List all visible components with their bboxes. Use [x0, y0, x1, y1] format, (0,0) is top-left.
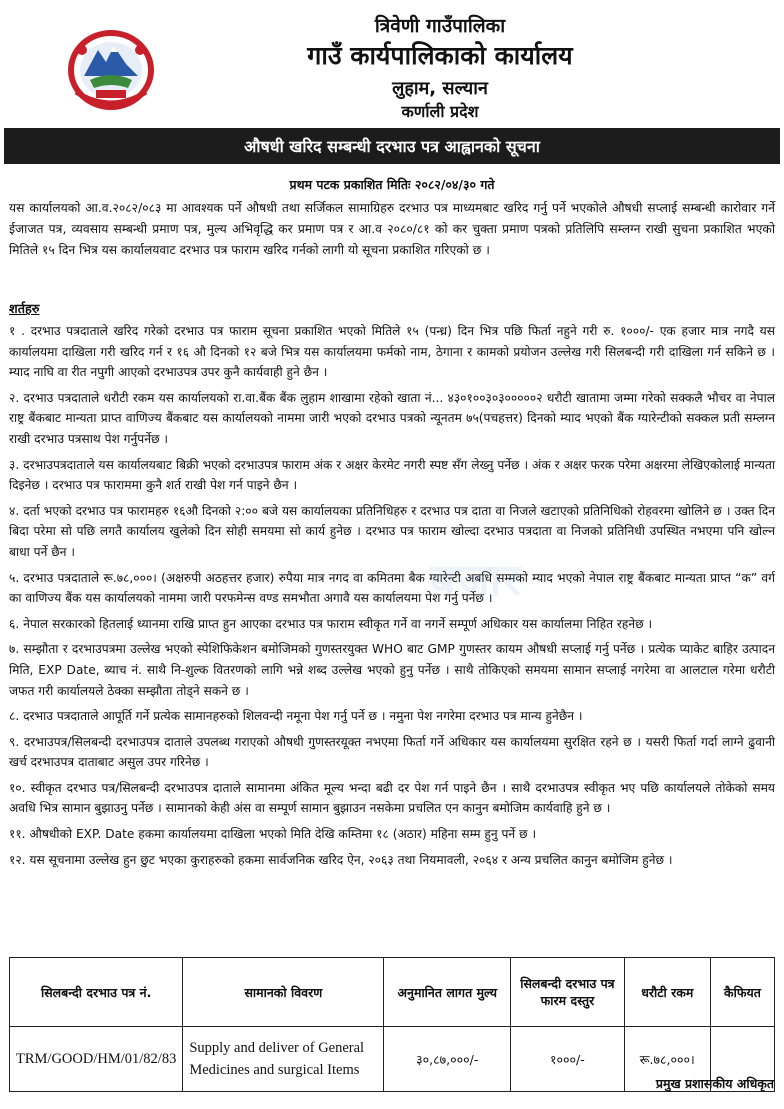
term-item: ५. दरभाउ पत्रदाताले रू.७८,०००। (अक्षरुपी अठहत्तर हजार) रुपैया मात्र नगद वा कमितमा बैक ग्यारेन्टी अबधि सम्मको म्याद भएको नेपाल राष्ट्र बैंकबाट मान्यता प्राप्त “क” वर्ग का वाणिज्य बैंक यस कार्यालयको नाममा जारी परफमेन्स वण्ड समभौता अगावै यस कार्यालयमा पेश गर्नु पर्नेछ ।	[9, 570, 775, 606]
table-header-row	[10, 958, 775, 1027]
term-item: १०. स्वीकृत दरभाउ पत्र/सिलबन्दी दरभाउपत्र दाताले सामानमा अंकित मूल्य भन्दा बढी दर पेश गर्न पाइने छैन । साथै दरभाउपत्र स्वीकृत भए पछि कार्यालयले तोकेको समय अवधि भित्र सामान बुझाउनु पर्नेछ । सामानको केही अंस वा सम्पूर्ण सामान बुझाउन नसकेमा प्रचलित एन कानुन बमोजिम कार्यवाहि हुने छ ।	[9, 780, 775, 816]
term-item: ४. दर्ता भएको दरभाउ पत्र फारामहरु १६औ दिनको २:०० बजे यस कार्यालयका प्रतिनिधिहरु र दरभाउ पत्र दाता वा निजले खटाएको प्रतिनिधिको रोहवरमा खोलिने छ । उक्त दिन बिदा परेमा सो पछि लगतै कार्यालय खुलेको दिन सोही समयमा सो कार्य हुनेछ । दरभाउ पत्र फाराम खोल्दा दरभाउ पत्रदाता वा निजको प्रतिनिधी उपस्थित नभएमा पनि खोल्न बाधा पर्ने छैन ।	[9, 503, 775, 559]
letterhead	[0, 8, 784, 123]
province-name: कर्णाली प्रदेश	[401, 102, 479, 121]
tender-table	[9, 957, 775, 1092]
column-header: सामानको विवरण	[183, 958, 384, 1027]
publication-date: प्रथम पटक प्रकाशित मितिः २०८२/०४/३० गते	[289, 177, 495, 192]
column-header: सिलबन्दी दरभाउ पत्र फारम दस्तुर	[511, 958, 625, 1027]
term-item: ९. दरभाउपत्र/सिलबन्दी दरभाउपत्र दाताले उपलब्ध गराएको औषधी गुणस्तरयूक्त नभएमा फिर्ता गर्ने अधिकार यस कार्यालयमा सुरक्षित रहने छ । यसरी फिर्ता गर्दा लाग्ने ढुवानी खर्च दरभाउपत्र दाताबाट असुल उपर गरिनेछ ।	[9, 734, 775, 770]
nepal-emblem-icon	[66, 30, 156, 110]
term-item: २. दरभाउ पत्रदाताले धरौटी रकम यस कार्यालयको रा.वा.बैंक बैंक लुहाम शाखामा रहेको खाता नं... ४३०१००३०३०००००२ धरौटी खातामा जम्मा गरेको सक्कलै भौचर वा नेपाल राष्ट्र बैंकबाट मान्यता प्राप्त वाणिज्य बैंकबाट यस कार्यालयको नाममा जारी भएको दरभाउ पत्रको न्यूनतम ७५(पचहत्तर) दिनको म्याद भएको बैंक ग्यारेन्टीको सक्कल प्रती सम्लग्न राखी दरभाउ पत्रसाथ पेश गर्नुपर्नेछ ।	[9, 390, 775, 446]
office-location: लुहाम, सल्यान	[392, 78, 488, 99]
term-item: ७. सम्झौता र दरभाउपत्रमा उल्लेख भएको स्पेशिफिकेशन बमोजिमको गुणस्तरयुक्त WHO बाट GMP गुणस्तर कायम औषधी सप्लाई गर्नु पर्नेछ । प्रत्येक प्याकेट बाहिर उत्पादन मिति, EXP Date, ब्याच नं. साथै नि-शुल्क वितरणको लागि भन्ने शब्द उल्लेख भएको हुनु पर्नेछ । साथै तोकिएको समयमा सामान सप्लाई नगरेमा वा आलटाल गरेमा धरौटी जफत गरी कार्यालयले ठेक्का सम्झौता तोड्ने सकने छ ।	[9, 642, 775, 698]
estimated-cost-cell: ३०,८७,०००/-	[384, 1027, 511, 1092]
notice-title: औषधी खरिद सम्बन्धी दरभाउ पत्र आह्वानको सूचना	[4, 128, 780, 164]
signatory-title: प्रमुख प्रशासकीय अधिकृत	[655, 1076, 774, 1091]
municipality-name: त्रिवेणी गाउँपालिका	[374, 15, 506, 37]
term-item: ८. दरभाउ पत्रदाताले आपूर्ति गर्ने प्रत्येक सामानहरुको शिलवन्दी नमूना पेश गर्नु पर्ने छ । नमुना पेश नगरेमा दरभाउ पत्र मान्य हुनेछैन ।	[9, 709, 583, 724]
column-header: सिलबन्दी दरभाउ पत्र नं.	[10, 958, 183, 1027]
term-item: १२. यस सूचनामा उल्लेख हुन छुट भएका कुराहरुको हकमा सार्वजनिक खरिद ऐन, २०६३ तथा नियमावली, २०६४ र अन्य प्रचलित कानुन बमोजिम हुनेछ ।	[9, 852, 673, 867]
column-header: धरौटी रकम	[624, 958, 710, 1027]
deposit-amount-cell: रू.७८,०००।	[624, 1027, 710, 1092]
column-header: अनुमानित लागत मुल्य	[384, 958, 511, 1027]
term-item: ३. दरभाउपत्रदाताले यस कार्यालयबाट बिक्री भएको दरभाउपत्र फाराम अंक र अक्षर केरमेट नगरी स्पष्ट सँग लेख्नु पर्नेछ । अंक र अक्षर फरक परेमा अक्षरमा लेखिएकोलाई मान्यता दिइनेछ । दरभाउ पत्र फाराममा कुनै शर्त राखी पेश गर्न पाइने छैन ।	[9, 457, 775, 493]
tender-number-cell: TRM/GOOD/HM/01/82/83	[10, 1027, 183, 1092]
form-fee-cell: १०००/-	[511, 1027, 625, 1092]
terms-heading: शर्तहरु	[9, 302, 40, 317]
item-description-cell: Supply and deliver of General Medicines and surgical Items	[183, 1027, 384, 1092]
intro-paragraph: यस कार्यालयको आ.व.२०८२/०८३ मा आवश्यक पर्ने औषधी तथा सर्जिकल सामाग्रिहरु दरभाउ पत्र माध्यमबाट खरिद गर्नु पर्ने भएकोले औषधी सप्लाई सम्बन्धी कारोवार गर्ने ईजाजत पत्र, व्यवसाय सम्बन्धी प्रमाण पत्र, मुल्य अभिवृद्धि कर प्रमाण पत्र र आ.व २०८०/८१ को कर चुक्ता प्रमाण पत्रको प्रतिलिपि सम्लग्न राखी सुचना प्रकाशित भएको मितिले १५ दिन भित्र यस कार्यालयवाट दरभाउ पत्र फाराम खरिद गर्नको लागी यो सूचना प्रकाशित गरिएको छ ।	[9, 201, 775, 257]
term-item: १ . दरभाउ पत्रदाताले खरिद गरेको दरभाउ पत्र फाराम सूचना प्रकाशित भएको मितिले १५ (पन्ध्र) दिन भित्र पछि फिर्ता नहुने गरी रु. १०००/- एक हजार मात्र नगदै यस कार्यालयमा दाखिला गरी खरिद गर्न र १६ औ दिनको १२ बजे भित्र यस कार्यालयमा फर्मको नाम, ठेगाना र कामको प्रयोजन उल्लेख गरी सिलबन्दी गरी दाखिला गर्न सकिने छ ।म्याद नाघि वा रीत नपुगी आएको दरभाउपत्र उपर कुनै कार्यवाही हुने छैन ।	[9, 324, 775, 380]
office-name: गाउँ कार्यपालिकाको कार्यालय	[307, 41, 573, 70]
term-item: ११. औषधीको EXP. Date हकमा कार्यालयमा दाखिला भएको मिति देखि कम्तिमा १८ (अठार) महिना सम्म हुनु पर्ने छ ।	[9, 827, 537, 842]
column-header: कैफियत	[710, 958, 774, 1027]
term-item: ६. नेपाल सरकारको हितलाई ध्यानमा राखि प्राप्त हुन आएका दरभाउ पत्र फाराम स्वीकृत गर्ने वा नगर्ने सम्पूर्ण अधिकार यस कार्यालमा निहित रहनेछ ।	[9, 616, 653, 631]
watermark: बजार	[430, 555, 524, 606]
terms-list	[9, 321, 775, 875]
